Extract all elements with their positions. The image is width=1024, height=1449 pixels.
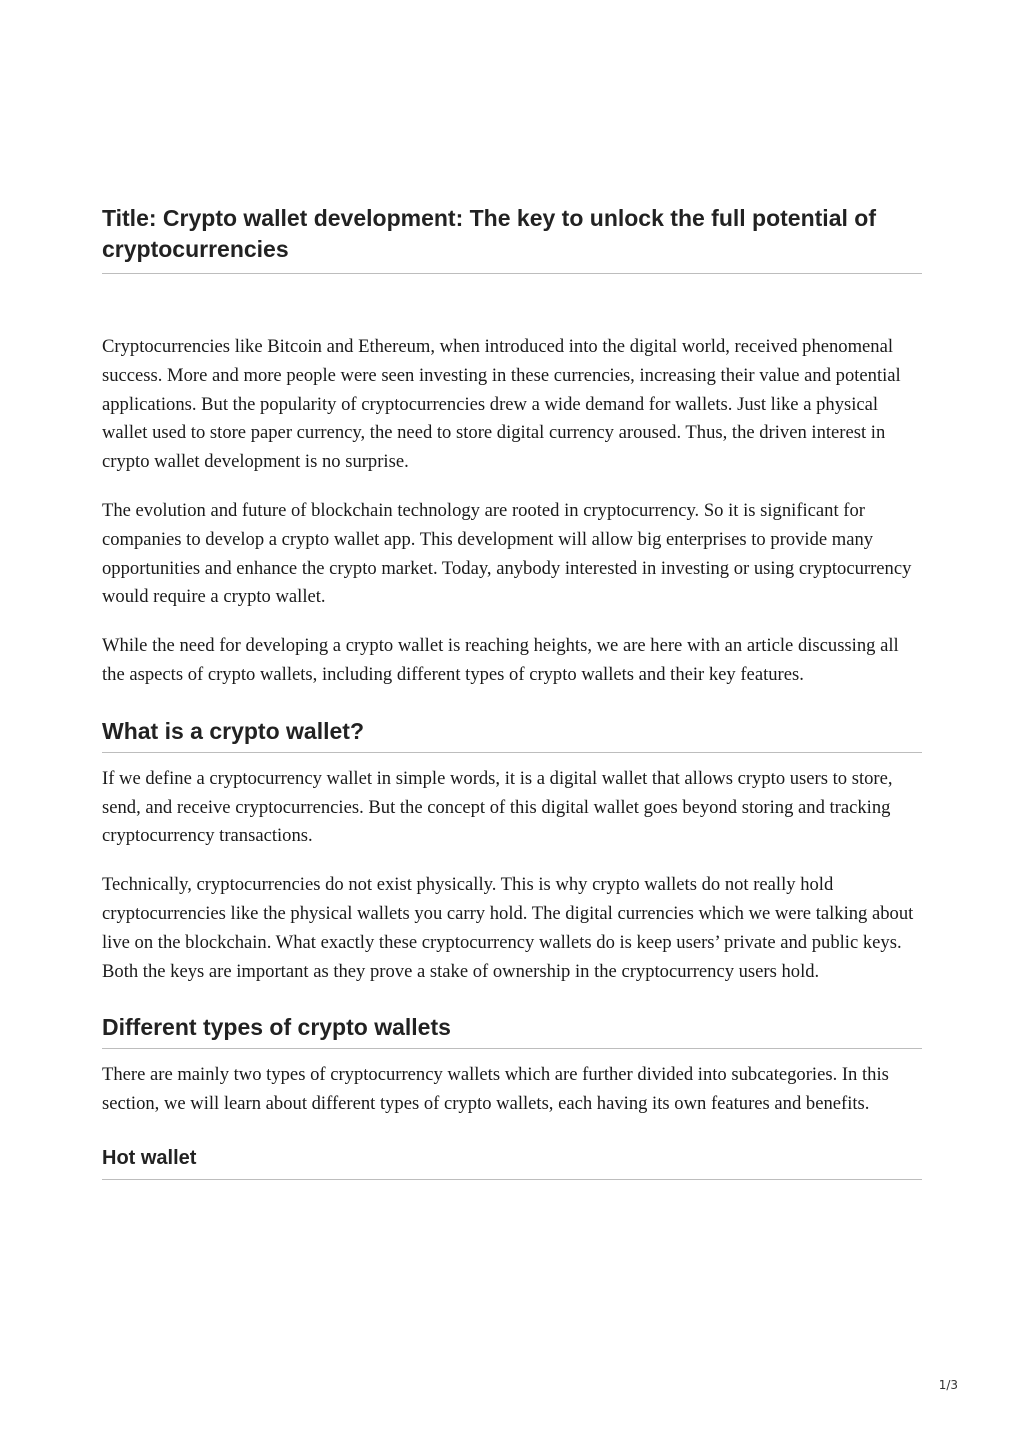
subsection-hot-wallet xyxy=(102,1145,922,1180)
what-paragraph-2: Technically, cryptocurrencies do not exist physically. This is why crypto wallets do not really hold cryptocurrencies like the physical wallets you carry hold. The digital currencies which we were talking about live on the blockchain. What exactly these cryptocurrency wallets do is keep users’ private and public keys. Both the keys are important as they prove a stake of ownership in the cryptocurrency users hold. xyxy=(102,874,914,982)
what-paragraph-1: If we define a cryptocurrency wallet in simple words, it is a digital wallet that allows crypto users to store, send, and receive cryptocurrencies. But the concept of this digital wallet goes beyond storing and tracking cryptocurrency transactions. xyxy=(102,767,893,847)
section-heading-types-of-wallets: Different types of crypto wallets xyxy=(102,1012,922,1049)
section-types-of-wallets xyxy=(102,1012,922,1119)
intro-paragraph-3: While the need for developing a crypto wallet is reaching heights, we are here with an article discussing all the aspects of crypto wallets, including different types of crypto wallets and their key features. xyxy=(102,635,899,685)
document-title: Title: Crypto wallet development: The key to unlock the full potential of cryptocurrencies xyxy=(102,203,922,274)
page-number: 1/3 xyxy=(938,1378,958,1392)
subsection-heading-hot-wallet: Hot wallet xyxy=(102,1145,922,1180)
intro-paragraph-1: Cryptocurrencies like Bitcoin and Ethereum, when introduced into the digital world, received phenomenal success. More and more people were seen investing in these currencies, increasing their value and potential applications. But the popularity of cryptocurrencies drew a wide demand for wallets. Just like a physical wallet used to store paper currency, the need to store digital currency aroused. Thus, the driven interest in crypto wallet development is no surprise. xyxy=(102,336,901,473)
intro-paragraph-2: The evolution and future of blockchain technology are rooted in cryptocurrency. So it is significant for companies to develop a crypto wallet app. This development will allow big enterprises to provide many opportunities and enhance the crypto market. Today, anybody interested in investing or using cryptocurrency would require a crypto wallet. xyxy=(102,499,912,608)
section-what-is-crypto-wallet xyxy=(102,716,922,987)
types-paragraph-1: There are mainly two types of cryptocurrency wallets which are further divided into subcategories. In this section, we will learn about different types of crypto wallets, each having its own features and benefits. xyxy=(102,1064,889,1115)
document-body xyxy=(102,333,922,1180)
section-heading-what-is-crypto-wallet: What is a crypto wallet? xyxy=(102,716,922,753)
